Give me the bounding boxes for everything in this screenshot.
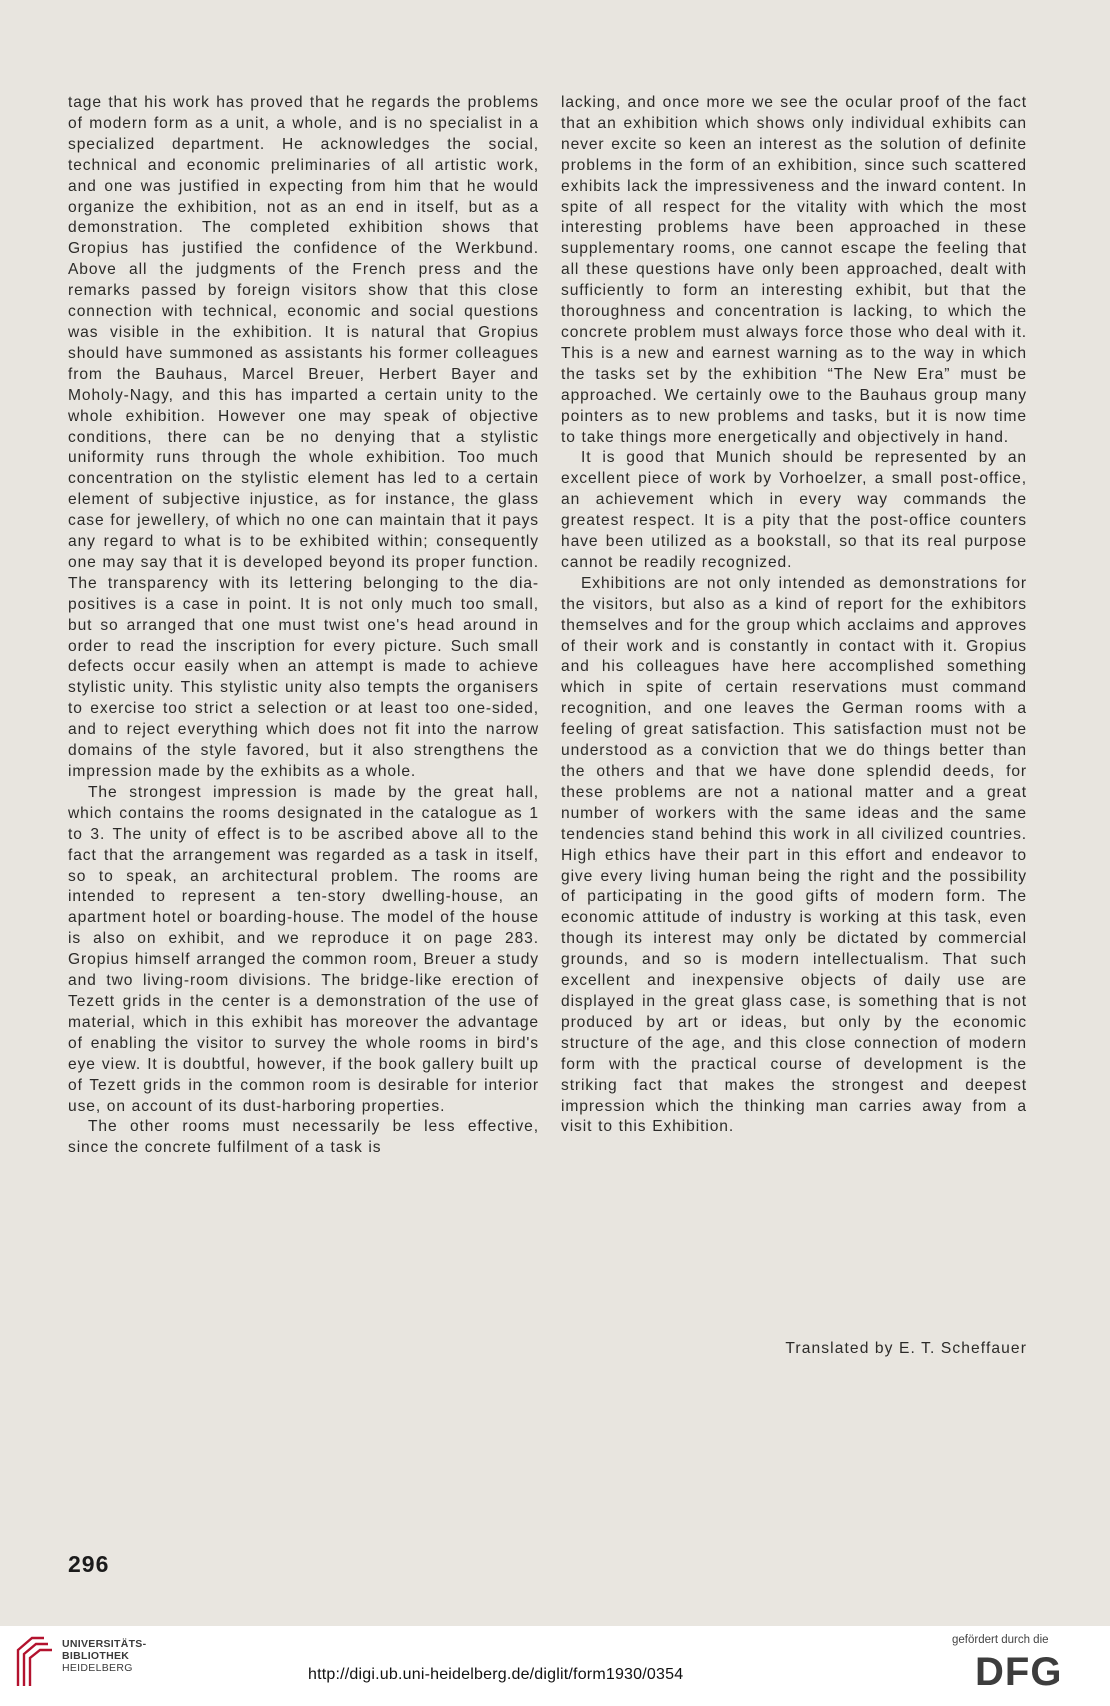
source-url-link[interactable]: http://digi.ub.uni-heidelberg.de/diglit/form1930/0354 xyxy=(308,1666,684,1683)
paragraph: The strongest impression is made by the great hall, which contains the rooms designated in the catalogue as 1 to 3. The unity of effect is to be ascribed above all to the fact that the arrangement was regarded as a task in itself, so to speak, an architectural problem. The rooms are intended to represent a ten-story dwelling-house, an apartment hotel or boarding-house. The model of the house is also on exhibit, and we reproduce it on page 283. Gropius himself arranged the common room, Breuer a study and two living-room divisions. The bridge-like erection of Tezett grids in the center is a demonstration of the use of material, which in this exhibit has moreover the advantage of enabling the visitor to survey the whole rooms in bird's eye view. It is doubtful, however, if the book gallery built up of Tezett grids in the common room is desirable for interior use, on account of its dust-harboring properties. xyxy=(68,783,539,1115)
sponsor-label: gefördert durch die xyxy=(952,1634,1049,1646)
paragraph: lacking, and once more we see the ocular proof of the fact that an exhibition which shows only individual exhibits can never excite so keen an interest as the solution of definite problems in the form of an exhibition, since such scattered exhibits lack the impressiveness and the inward content. In spite of all respect for the vitality with which the most interesting problems have been approached in these supplementary rooms, one cannot escape the feeling that all these questions have only been approached, dealt with sufficiently to form an interesting exhibit, but that the thoroughness and concentration is lacking, to which the concrete problem must always force those who deal with it. This is a new and earnest warning as to the way in which the tasks set by the exhibition “The New Era” must be approached. We certainly owe to the Bauhaus group many pointers as to new problems and tasks, but it is now time to take things more energetically and objectively in hand. xyxy=(561,94,1027,446)
library-logo[interactable] xyxy=(14,1634,147,1694)
library-logo-line: BIBLIOTHEK xyxy=(62,1650,130,1662)
library-logo-text xyxy=(62,1638,146,1674)
translator-credit: Translated by E. T. Scheffauer xyxy=(785,1340,1027,1357)
paragraph: Exhibitions are not only intended as demonstrations for the visitors, but also as a kind of report for the exhibitors themselves and for the group which acclaims and approves of their work and is constantly in contact with it. Gropius and his colleagues have here accomplished something which in spite of certain reservations must command recognition, and one leaves the German rooms with a feeling of great satisfaction. This satisfaction must not be understood as a conviction that we do things better than the others and that we have done splendid deeds, for these problems are not a national matter and a great number of workers with the same ideas and the same tendencies stand behind this work in all civilized countries. High ethics have their part in this effort and endeavor to give every living human being the right and the possibility of participating in the good gifts of modern form. The economic attitude of industry is working at this task, even though its interest may only be dictated by commercial grounds, and so is modern intellectualism. That such excellent and inexpensive objects of daily use are displayed in the great glass case, is something that is not produced by art or ideas, but only by the economic structure of the age, and this close connection of modern form with the practical course of development is the striking fact that makes the strongest and deepest impression which the thinking man carries away from a visit to this Exhibition. xyxy=(561,574,1027,1136)
paragraph: tage that his work has proved that he regards the problems of modern form as a unit, a whole, and is no specialist in a specialized department. He acknowledges the social, technical and economic preliminaries of all artistic work, and one was justified in expecting from him that he would organize the exhibition, not as an end in itself, but as a demonstration. The completed exhibition shows that Gropius has justified the confidence of the Werkbund. Above all the judgments of the French press and the remarks passed by foreign visitors show that this close connection with technical, economic and social questions was visible in the exhibition. It is natural that Gropius should have summoned as assistants his former colleagues from the Bauhaus, Marcel Breuer, Herbert Bayer and Moholy-Nagy, and this has imparted a certain unity to the whole exhibition. However one may speak of objective conditions, there can be no denying that a stylistic uniformity runs through the whole exhibition. Too much concentration on the stylistic element has led to a certain element of subjective injustice, as for instance, the glass case for jewellery, of which no one can maintain that it pays any regard to what is to be exhibited within; consequently one may say that it is developed beyond its proper function. The transparency with its lettering belonging to the dia-positives is a case in point. It is not only much too small, but so arranged that one must twist one's head around in order to read the inscription for every picture. Such small defects occur easily when an attempt is made to achieve stylistic unity. This stylistic unity also tempts the organisers to exercise too strict a selection or at least too one-sided, and to reject everything which does not fit into the narrow domains of the style favored, but it also strengthens the impression made by the exhibits as a whole. xyxy=(68,94,539,780)
page-number: 296 xyxy=(68,1551,110,1577)
left-column xyxy=(68,93,539,1159)
paragraph: It is good that Munich should be represented by an excellent piece of work by Vorhoelzer, a small post-office, an achievement which in every way commands the greatest respect. It is a pity that the post-office counters have been utilized as a bookstall, so that its real purpose cannot be readily recognized. xyxy=(561,449,1027,571)
right-column xyxy=(561,93,1027,1138)
dfg-logo[interactable]: DFG xyxy=(975,1650,1063,1694)
paragraph: The other rooms must necessarily be less effective, since the concrete fulfilment of a task is xyxy=(68,1118,539,1157)
library-logo-line: UNIVERSITÄTS- xyxy=(62,1638,147,1650)
library-emblem-icon xyxy=(14,1634,58,1690)
library-logo-line: HEIDELBERG xyxy=(62,1662,133,1674)
